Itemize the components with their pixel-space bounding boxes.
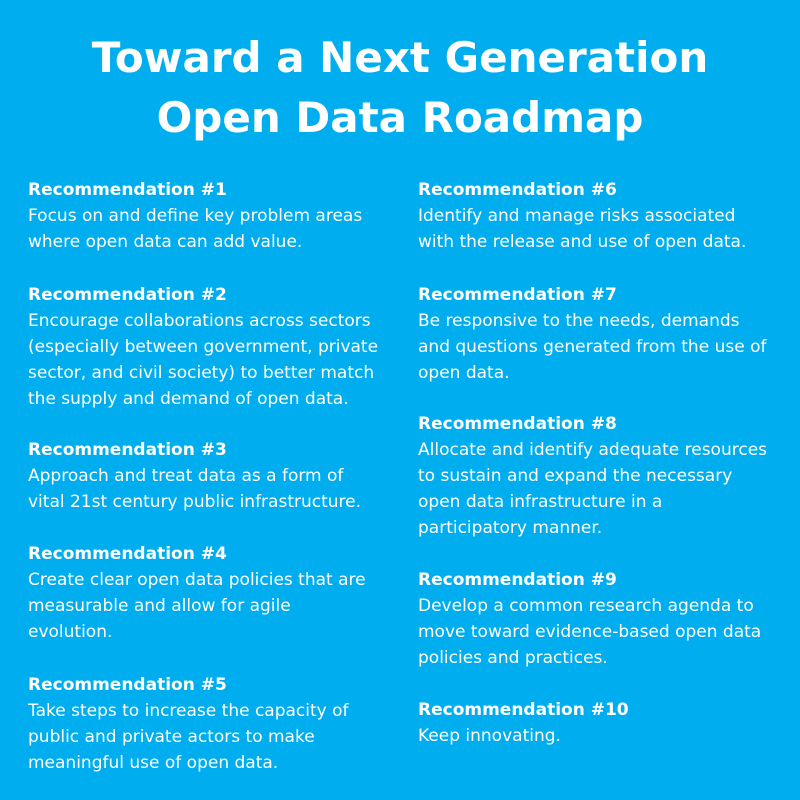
recommendation-text-line: sector, and civil society) to better match (28, 363, 375, 383)
recommendation-text-line: Identify and manage risks associated (418, 206, 736, 226)
recommendation-right-2 (418, 282, 788, 386)
recommendation-right-5 (418, 697, 788, 749)
title-line-1: Toward a Next Generation (91, 33, 709, 82)
recommendation-text-line: vital 21st century public infrastructure. (28, 492, 362, 512)
recommendation-text-line: move toward evidence-based open data (418, 622, 762, 642)
recommendation-text-line: policies and practices. (418, 648, 608, 668)
recommendation-text-line: (especially between government, private (28, 337, 379, 357)
recommendation-heading: Recommendation #3 (28, 440, 227, 460)
recommendation-left-4 (28, 541, 398, 645)
recommendation-text-line: participatory manner. (418, 518, 603, 538)
recommendation-heading: Recommendation #7 (418, 285, 617, 305)
recommendation-text-line: meaningful use of open data. (28, 753, 279, 773)
page-title (0, 28, 800, 148)
recommendation-left-3 (28, 437, 398, 515)
recommendation-text-line: where open data can add value. (28, 232, 303, 252)
recommendation-heading: Recommendation #9 (418, 570, 617, 590)
recommendation-text-line: Focus on and define key problem areas (28, 206, 363, 226)
recommendation-text-line: open data infrastructure in a (418, 492, 663, 512)
recommendation-right-4 (418, 567, 788, 671)
recommendation-heading: Recommendation #6 (418, 180, 617, 200)
recommendation-heading: Recommendation #10 (418, 700, 629, 720)
recommendation-text-line: measurable and allow for agile (28, 596, 291, 616)
recommendation-text-line: with the release and use of open data. (418, 232, 747, 252)
recommendation-right-3 (418, 411, 788, 541)
recommendation-heading: Recommendation #4 (28, 544, 227, 564)
title-line-2: Open Data Roadmap (156, 93, 644, 142)
recommendation-heading: Recommendation #2 (28, 285, 227, 305)
recommendation-left-1 (28, 177, 398, 255)
recommendation-text-line: Allocate and identify adequate resources (418, 440, 768, 460)
recommendation-text-line: Develop a common research agenda to (418, 596, 754, 616)
recommendation-heading: Recommendation #1 (28, 180, 227, 200)
recommendation-text-line: open data. (418, 363, 510, 383)
recommendation-text-line: Be responsive to the needs, demands (418, 311, 740, 331)
recommendation-heading: Recommendation #5 (28, 675, 227, 695)
recommendation-text-line: the supply and demand of open data. (28, 389, 349, 409)
recommendation-text-line: and questions generated from the use of (418, 337, 767, 357)
recommendation-text-line: public and private actors to make (28, 727, 315, 747)
recommendation-left-5 (28, 672, 398, 776)
recommendation-text-line: evolution. (28, 622, 113, 642)
recommendation-text-line: to sustain and expand the necessary (418, 466, 733, 486)
recommendation-heading: Recommendation #8 (418, 414, 617, 434)
recommendation-text-line: Take steps to increase the capacity of (28, 701, 349, 721)
recommendation-text-line: Create clear open data policies that are (28, 570, 366, 590)
recommendation-right-1 (418, 177, 788, 255)
recommendation-left-2 (28, 282, 398, 412)
recommendation-text-line: Approach and treat data as a form of (28, 466, 344, 486)
recommendation-text-line: Keep innovating. (418, 726, 561, 746)
recommendation-text-line: Encourage collaborations across sectors (28, 311, 371, 331)
